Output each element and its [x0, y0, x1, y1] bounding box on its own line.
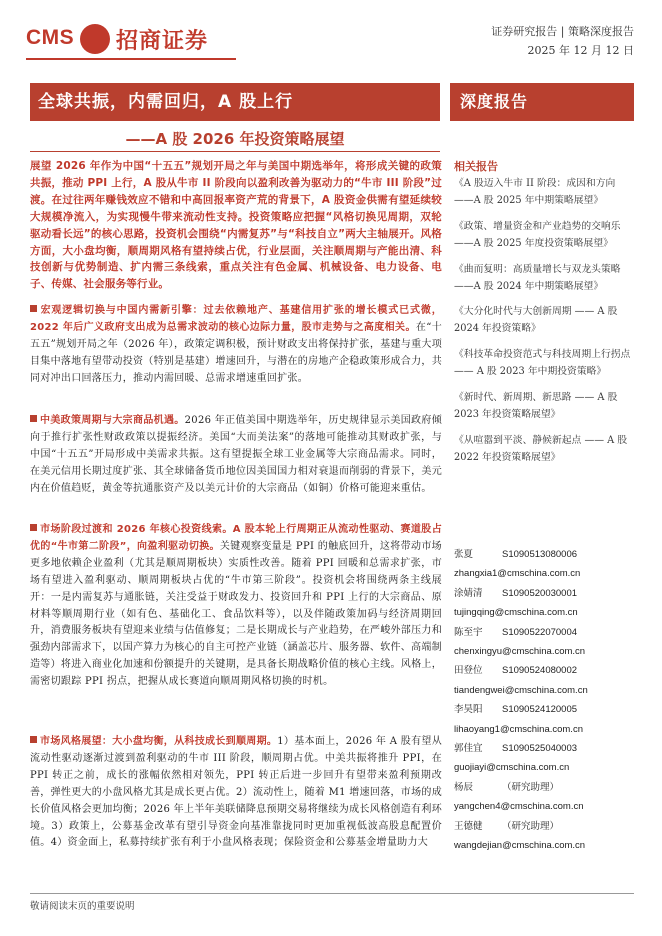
analyst-email[interactable]: tujingqing@cmschina.com.cn — [454, 607, 578, 619]
related-report-item[interactable]: 《从喧嚣到平淡、静候新起点 —— A 股 2022 年投资策略展望》 — [454, 434, 628, 463]
analyst-cert: S1090525040003 — [502, 743, 578, 755]
report-type: 证券研究报告 | 策略深度报告 — [491, 25, 634, 38]
analyst-cert: S1090522070004 — [502, 626, 578, 638]
related-report-item[interactable]: 《新时代、新周期、新思路 —— A 股 2023 年投资策略展望》 — [454, 392, 618, 420]
bullet-icon — [30, 305, 37, 312]
bullet-icon — [30, 524, 37, 531]
section-text: 2026 年正值美国中期选举年，历史规律显示美国政府倾向于推行扩张性财政政策以提振经济。美国“大而美法案”的落地可能推动其财政扩张，与中国“十五五”开局形成中美需求共振。这有望提振全球工业金属等大宗商品需求。同时，在美元信用长期过度扩张、其全球储备货币地位因美国国力相对衰退而削弱的背景下，美元内在价值趋贬，黄金等抗通胀资产及以美元计价的大宗商品（如铜）价格可能迎来重估。 — [30, 415, 442, 494]
section-style-outlook — [30, 734, 442, 852]
section-text: 在“十五五”规划开局之年（2026 年），政策定调积极，预计财政支出将保持扩张，基建与重大项目集中落地有望带动投资（特别是基建）增速回升，与潜在的房地产企稳政策形成合力，共同对冲出口回落压力，推动内需回暖、总需求增速重回扩张。 — [30, 321, 443, 384]
analyst-entry — [454, 545, 634, 584]
footer-divider — [30, 893, 634, 894]
company-logo — [26, 18, 236, 58]
analyst-cert: （研究助理） — [502, 820, 560, 832]
analyst-cert: S1090513080006 — [502, 549, 578, 560]
analyst-email[interactable]: wangdejian@cmschina.com.cn — [454, 840, 586, 852]
logo-divider — [26, 58, 236, 60]
related-report-item[interactable]: 《曲而复明：高质量增长与双龙头策略——A 股 2024 年中期策略展望》 — [454, 263, 621, 292]
analyst-email[interactable]: yangchen4@cmschina.com.cn — [454, 801, 584, 813]
analyst-name: 陈至宇 — [454, 626, 483, 638]
analyst-name: 张夏 — [454, 549, 474, 560]
report-meta — [491, 22, 634, 60]
section-text: 关键观察变量是 PPI 的触底回升，这将带动市场更多地依赖企业盈利（尤其是顺周期板块）实质性改善。随着 PPI 回暖和总需求扩张，市场有望进入盈利驱动、顺周期板块占优的“牛市第三阶段”。投资机会将围绕两条主线展开：一是内需复苏与通胀链，关注受益于财政发力、投资回升和 PPI 上行的大宗商品、原材料等顺周期行业（如有色、基础化工、食品饮料等），以及伴随政策加码与经济周期回升，消费服务板块有望迎来业绩与估值修复；二是长期成长与产业趋势，在严峻外部压力和强劲内部需求下，以国产算力为核心的自主可控产业链（涵盖芯片、服务器、软件、高端制造等）将进入商业化加速和份额提升的关键期，是具备长期战略价值的核心主线。风格上，需密切跟踪 PPI 拐点，把握从成长赛道向顺周期风格切换的时机。 — [30, 540, 442, 688]
analyst-name: 田登位 — [454, 665, 483, 677]
section-macro — [30, 303, 442, 388]
section-market-stage — [30, 522, 442, 691]
analyst-email[interactable]: chenxingyu@cmschina.com.cn — [454, 646, 586, 658]
logo-cms-text: CMS — [26, 26, 75, 49]
subtitle-divider — [30, 151, 440, 152]
analyst-cert: S1090524120005 — [502, 704, 578, 716]
sidebar-banner: 深度报告 — [450, 83, 634, 121]
analyst-entry — [454, 584, 634, 623]
analyst-name: 涂婧清 — [454, 587, 483, 599]
section-lead: 市场风格展望：大小盘均衡，从科技成长到顺周期。 — [40, 736, 278, 747]
section-lead: 宏观逻辑切换与中国内需新引擎：过去依赖地产、基建信用扩张的增长模式已式微，2022 年后广义政府支出成为总需求波动的核心边际力量，股市走势与之高度相关。 — [30, 305, 442, 333]
footer-disclaimer: 敬请阅读末页的重要说明 — [30, 901, 135, 912]
analyst-name: 李昊阳 — [454, 704, 483, 716]
related-report-item[interactable]: 《政策、增量资金和产业趋势的交响乐——A 股 2025 年度投资策略展望》 — [454, 220, 621, 249]
analyst-entry — [454, 739, 634, 778]
title-banner: 全球共振，内需回归，A 股上行 — [30, 83, 440, 121]
analyst-email[interactable]: tiandengwei@cmschina.com.cn — [454, 684, 588, 696]
analyst-email[interactable]: guojiayi@cmschina.com.cn — [454, 762, 570, 774]
related-reports-title: 相关报告 — [454, 160, 498, 173]
bullet-icon — [30, 736, 37, 743]
analyst-name: 杨辰 — [454, 781, 474, 793]
report-date: 2025 年 12 月 12 日 — [527, 44, 634, 57]
analyst-name: 王德健 — [454, 820, 483, 832]
analyst-cert: S1090520030001 — [502, 587, 578, 599]
abstract: 展望 2026 年作为中国“十五五”规划开局之年与美国中期选举年，将形成关键的政策共振，推动 PPI 上行，A 股从牛市 II 阶段向以盈利改善为驱动力的“牛市 III 阶段”过渡。在过往两年赚钱效应不错和中高回报率资产荒的背景下，A 股资金供需有望延续较大规模净流入，为实现慢牛带来流动性支持。投资策略应把握“风格切换见周期，双轮驱动看长远”的核心思路，投资机会围绕“内需复苏”与“科技自立”两大主轴展开。风格方面，大小盘均衡，顺周期风格有望持续占优，行业层面，关注顺周期与产能出清、科技创新与优势制造、扩内需三条线索，重点关注有色金属、机械设备、电力设备、电子、传媒、社会服务等行业。 — [30, 160, 442, 291]
logo-mark-icon — [80, 24, 110, 54]
related-report-item[interactable]: 《大分化时代与大创新周期 —— A 股 2024 年投资策略》 — [454, 306, 618, 335]
bullet-icon — [30, 415, 37, 422]
analyst-entry — [454, 778, 634, 817]
analyst-email[interactable]: zhangxia1@cmschina.com.cn — [454, 568, 581, 580]
logo-cn-text: 招商证券 — [116, 29, 209, 54]
analyst-cert: S1090524080002 — [502, 665, 578, 677]
analyst-email[interactable]: lihaoyang1@cmschina.com.cn — [454, 723, 583, 735]
analyst-cert: （研究助理） — [502, 781, 560, 793]
section-policy-cycle — [30, 413, 442, 498]
subtitle: ——A 股 2026 年投资策略展望 — [125, 130, 345, 148]
section-text: 1）基本面上，2026 年 A 股有望从流动性驱动逐渐过渡到盈利驱动的牛市 III 阶段，顺周期占优。中美共振将推升 PPI，在 PPI 转正之前，成长的涨幅依然相对领先，PPI 转正后进一步回升有望带来盈利预期改善，弹性更大的小盘风格尤其是成长更占优。2）流动性上，随着 M1 增速回落，市场的成长价值风格会更加均衡；2026 年上半年美联储降息预期交易将继续为成长风格创造有利环境。3）政策上，公募基金改革有望引导资金向基准靠拢同时更加重视低波高股息配置价值。4）资金面上，私募持续扩张有利于小盘风格表现；保险资金和公募基金增量助力大 — [30, 736, 442, 849]
section-lead: 中美政策周期与大宗商品机遇。 — [40, 415, 185, 426]
related-report-item[interactable]: 《科技革命投资范式与科技周期上行拐点 —— A 股 2023 年中期投资策略》 — [454, 349, 631, 378]
analyst-entry — [454, 661, 634, 700]
analyst-entry — [454, 817, 634, 856]
related-report-item[interactable]: 《A 股迈入牛市 II 阶段：成因和方向——A 股 2025 年中期策略展望》 — [454, 178, 616, 206]
analyst-list — [454, 545, 634, 856]
analyst-entry — [454, 623, 634, 662]
analyst-entry — [454, 700, 634, 739]
analyst-name: 郭佳宜 — [454, 743, 483, 755]
section-lead: 市场阶段过渡和 2026 年核心投资线索。A 股本轮上行周期正从流动性驱动、赛道股占优的“牛市第二阶段”，向盈利驱动切换。 — [30, 524, 442, 552]
related-reports-list — [454, 176, 634, 476]
